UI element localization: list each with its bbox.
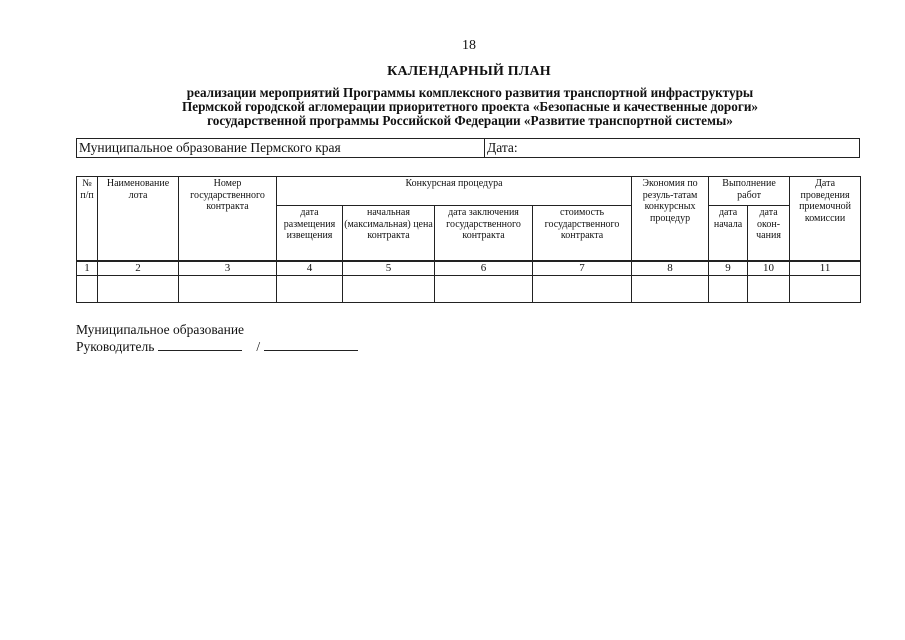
column-number: 9 [709,261,748,276]
header-contract-cost: стоимость государственного контракта [533,206,632,262]
document-title: КАЛЕНДАРНЫЙ ПЛАН [387,64,551,79]
header-end-date: дата окон-чания [748,206,790,262]
column-number: 5 [343,261,435,276]
column-number: 10 [748,261,790,276]
table-cell [179,276,277,303]
header-savings: Экономия по резуль-татам конкурсных процедур [632,177,709,262]
table-header-row [77,177,861,206]
table-cell [98,276,179,303]
column-number: 1 [77,261,98,276]
name-blank [264,340,358,351]
header-lot-name: Наименование лота [98,177,179,262]
table-cell [709,276,748,303]
column-number: 11 [790,261,861,276]
header-contract-number: Номер государственного контракта [179,177,277,262]
header-start-date: дата начала [709,206,748,262]
signature-separator: / [256,339,261,354]
table-cell [632,276,709,303]
header-commission-date: Дата проведения приемочной комиссии [790,177,861,262]
page-number: 18 [462,38,476,53]
header-conclusion-date: дата заключения государственного контракта [435,206,533,262]
table-row [77,276,861,303]
footer-municipality: Муниципальное образование [76,322,245,337]
header-notice-date: дата размещения извещения [277,206,343,262]
column-number: 4 [277,261,343,276]
municipality-field: Муниципальное образование Пермского края [77,139,485,157]
subtitle-line: реализации мероприятий Программы комплексного развития транспортной инфраструктуры [186,85,754,100]
head-label: Руководитель [76,339,155,354]
header-no: № п/п [77,177,98,262]
date-field: Дата: [487,140,518,155]
table-cell [343,276,435,303]
subtitle-line: Пермской городской агломерации приоритетного проекта «Безопасные и качественные дороги» [181,99,759,114]
table-cell [77,276,98,303]
column-number: 7 [533,261,632,276]
subtitle-line: государственной программы Российской Федерации «Развитие транспортной системы» [207,113,733,128]
table-cell [748,276,790,303]
footer-signature [76,339,358,355]
table-cell [435,276,533,303]
header-competitive-procedure: Конкурсная процедура [277,177,632,206]
column-number: 3 [179,261,277,276]
header-works-execution: Выполнение работ [709,177,790,206]
column-numbers-row [77,261,861,276]
column-number: 6 [435,261,533,276]
calendar-plan-table [76,176,861,303]
table-cell [533,276,632,303]
column-number: 8 [632,261,709,276]
signature-blank [158,340,242,351]
table-cell [277,276,343,303]
info-box [76,138,860,158]
table-cell [790,276,861,303]
column-number: 2 [98,261,179,276]
header-initial-price: начальная (максимальная) цена контракта [343,206,435,262]
document-subtitle [130,86,810,128]
